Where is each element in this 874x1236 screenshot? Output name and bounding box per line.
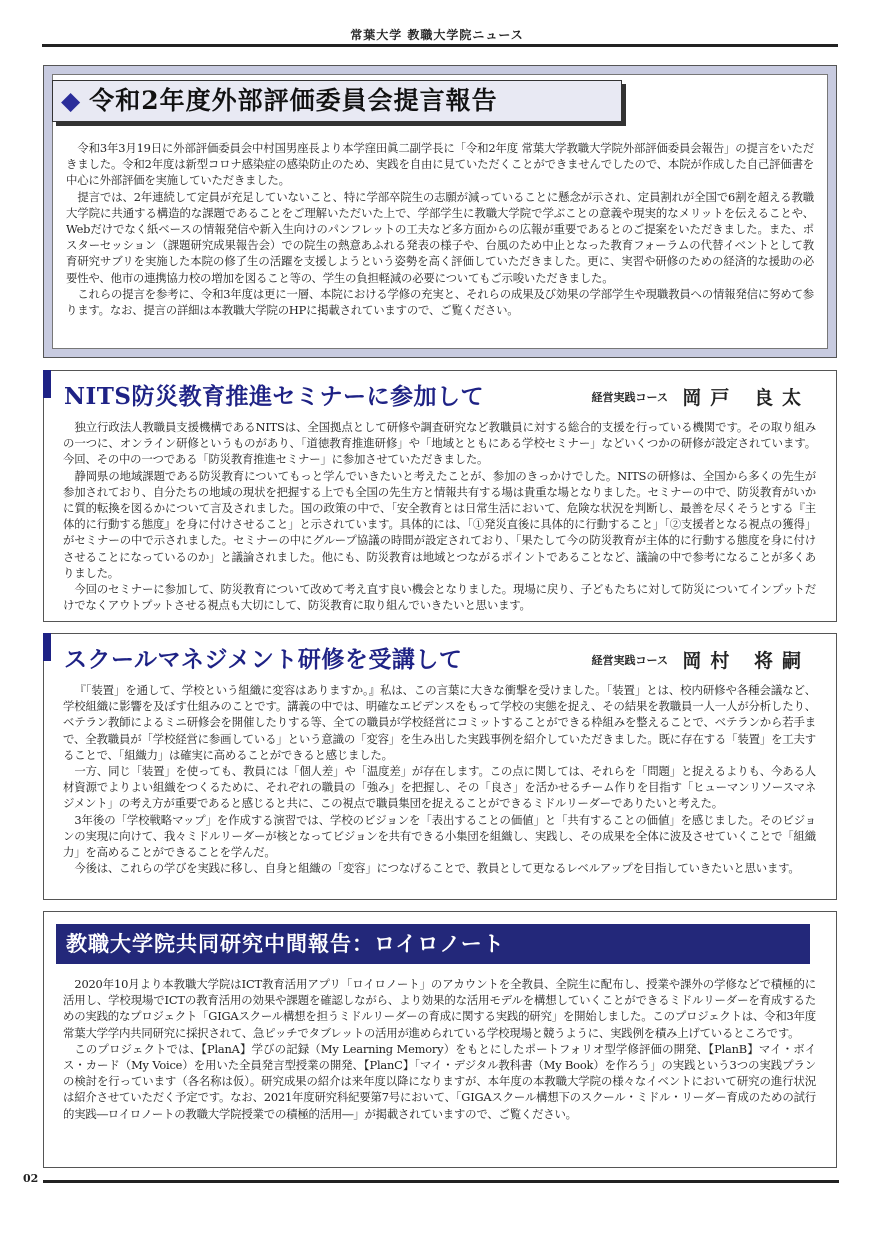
paragraph: 一方、同じ「装置」を使っても、教員には「個人差」や「温度差」が存在します。この点に関しては、それらを「問題」と捉えるよりも、今ある人材資源でよりよい組織をつくるために、それぞれの職員の「強み」を把握し、その「良さ」を活かせるチーム作りを目指す「ヒューマンリソースマネジメント」の考え方が重要であると感じると共に、この視点で職員集団を捉えることができるミドルリーダーでありたいと考えた。 [63, 764, 816, 811]
course-label: 経営実践コース [591, 391, 668, 404]
section-body [63, 419, 816, 613]
section-title [53, 81, 621, 121]
section-title-text: 令和2年度外部評価委員会提言報告 [89, 86, 498, 115]
page-number: 02 [23, 1172, 39, 1185]
paragraph: これらの提言を参考に、令和3年度は更に一層、本院における学修の充実と、それらの成果及び効果の学部学生や現職教員への情報発信に努めて参ります。なお、提言の詳細は本教職大学院のHPに掲載されていますので、ご覧ください。 [66, 286, 814, 318]
section-title-band [52, 80, 622, 122]
section-nits-seminar [43, 370, 837, 622]
author-name: 岡村 将嗣 [682, 650, 810, 672]
paragraph: 今回のセミナーに参加して、防災教育について改めて考え直す良い機会となりました。現場に戻り、子どもたちに対して防災についてインプットだけでなくアウトプットさせる視点も大切にして、防災教育に取り組んでいきたいと思います。 [63, 582, 816, 613]
paragraph: 提言では、2年連続して定員が充足していないこと、特に学部卒院生の志願が減っていることに懸念が示され、定員割れが全国で6割を超える教職大学院に共通する構造的な課題であることをご理解いただいた上で、学部学生に教職大学院で学ぶことの意義や現実的なメリットを伝えることや、Webだけでなく紙ベースの情報発信や新入生向けのパンフレットの工夫など多方面からの広報が重要であるとのご提案をいただきました。また、ポスターセッション（課題研究成果報告会）での院生の熱意あふれる発表の様子や、台風のため中止となった教育フォーラムの代替イベントとして教育研究サブリを実施した本院の修了生の活躍を支援しようという姿勢を高く評価していただきました。更に、実習や研修のための経済的な援助の必要性や、他市の連携協力校の増加を図ること等の、学生の負担軽減の必要についてもご示唆いただきました。 [66, 189, 814, 285]
newsletter-header: 常葉大学 教職大学院ニュース [350, 28, 524, 42]
paragraph: このプロジェクトでは、【PlanA】学びの記録（My Learning Memory）をもとにしたポートフォリオ型学修評価の開発、【PlanB】マイ・ボイス・カード（My Voice）を用いた全員発言型授業の開発、【PlanC】「マイ・デジタル教科書（My Book）を作ろう」の実践という3つの実践プランの検討を行っています（各名称は仮）。研究成果の紹介は来年度以降になりますが、本年度の本教職大学院の様々なイベントにおいて研究の進行状況は紹介させていただく予定です。なお、2021年度研究科紀要第7号において、「GIGAスクール構想下のスクール・ミドル・リーダー育成のための試行的実践―ロイロノートの教職大学院授業での積極的活用―」が掲載されていますので、ご覧ください。 [63, 1041, 816, 1121]
section-accent-tab [43, 370, 51, 398]
section-title-band [56, 924, 810, 964]
section-title: NITS防災教育推進セミナーに参加して [64, 383, 485, 410]
section-title: 教職大学院共同研究中間報告：ロイロノート [66, 931, 505, 956]
diamond-icon: ◆ [61, 86, 82, 115]
section-title: スクールマネジメント研修を受講して [64, 646, 463, 673]
section-body [66, 140, 814, 318]
section-joint-research [43, 911, 837, 1168]
paragraph: 令和3年3月19日に外部評価委員会中村国男座長より本学窪田眞二副学長に「令和2年度 常葉大学教職大学院外部評価委員会報告」の提言をいただきました。令和2年度は新型コロナ感染症の感染防止のため、実践を自由に見ていただくことができませんでしたので、本院が作成した自己評価書を中心に外部評価を実施していただきました。 [66, 141, 814, 188]
paragraph: 静岡県の地域課題である防災教育についてもっと学んでいきたいと考えたことが、参加のきっかけでした。NITSの研修は、全国から多くの先生が参加されており、自分たちの地域の現状を把握する上でも全国の先生方と情報共有する場は貴重な場となりました。セミナーの中で、防災教育がいかに質的転換を図るかについて言及されました。国の政策の中で、「安全教育とは日常生活において、危険な状況を判断し、最善を尽くそうとする『主体的に行動する態度』を身に付けさせること」と示されています。具体的には、「①発災直後に具体的に行動すること」「②支援者となる視点の獲得」がセミナーの中で示されました。セミナーの中にグループ協議の時間が設定されており、「果たして今の防災教育が主体的に行動する態度を身に付けさせることになっているのか」と議論されました。他にも、防災教育は地域とつながるポイントであることなど、議論の中で参考になることが多くありました。 [63, 468, 816, 580]
author-name: 岡戸 良太 [682, 387, 810, 409]
paragraph: 今後は、これらの学びを実践に移し、自身と組織の「変容」につなげることで、教員として更なるレベルアップを目指していきたいと思います。 [74, 861, 800, 876]
section-accent-tab [43, 633, 51, 661]
paragraph: 2020年10月より本教職大学院はICT教育活用アプリ「ロイロノート」のアカウントを全教員、全院生に配布し、授業や課外の学修などで積極的に活用し、学校現場でICTの教育活用の効果や課題を確認しながら、より効果的な活用モデルを構想していくことができるミドルリーダーを育成するための実践的なプロジェクト「GIGAスクール構想を担うミドルリーダーの育成に関する実践的研究」を開始しました。このプロジェクトは、令和3年度常葉大学学内共同研究に採択されて、急ピッチでタブレットの活用が進められている学校現場と競うように、実践例を積み上げているところです。 [63, 977, 816, 1040]
paragraph: 3年後の「学校戦略マップ」を作成する演習では、学校のビジョンを「表出することの価値」と「共有することの価値」を感じました。そのビジョンの実現に向けて、我々ミドルリーダーが核となってビジョンを共有できる小集団を組織し、実践し、その成果を全体に波及させていくことで「組織力」を高めることができることを学んだ。 [63, 812, 816, 860]
section-body [63, 682, 816, 876]
section-body [63, 976, 816, 1122]
section-external-evaluation [43, 65, 837, 358]
section-header [64, 381, 818, 413]
course-label: 経営実践コース [591, 654, 668, 667]
section-school-management [43, 633, 837, 900]
paragraph: 独立行政法人教職員支援機構であるNITSは、全国拠点として研修や調査研究など教職員に対する総合的支援を行っている機関です。その取り組みの一つに、オンライン研修というものがあり、「道徳教育推進研修」や「地域とともにある学校セミナー」などいくつかの研修が設定されています。今回、その中の一つである「防災教育推進セミナー」に参加させていただきました。 [63, 420, 816, 467]
footer-rule [43, 1180, 839, 1183]
section-header [64, 644, 818, 676]
paragraph: 『「装置」を通して、学校という組織に変容はありますか。』私は、この言葉に大きな衝撃を受けました。「装置」とは、校内研修や各種会議など、学校組織に影響を及ぼす仕組みのことです。講義の中では、明確なエビデンスをもって学校の実態を捉え、その結果を教職員一人一人が分析したり、ベテラン教師によるミニ研修会を開催したりする等、全ての職員が学校経営にコミットすることができる枠組みを整えることで、ベテランから若手まで、全教職員が「学校経営に参画している」という意識の「変容」を生み出した実践事例を紹介していただきました。既に存在する「装置」を工夫することで、「組織力」は確実に高めることができると感じました。 [63, 683, 816, 762]
header-rule [42, 44, 838, 47]
